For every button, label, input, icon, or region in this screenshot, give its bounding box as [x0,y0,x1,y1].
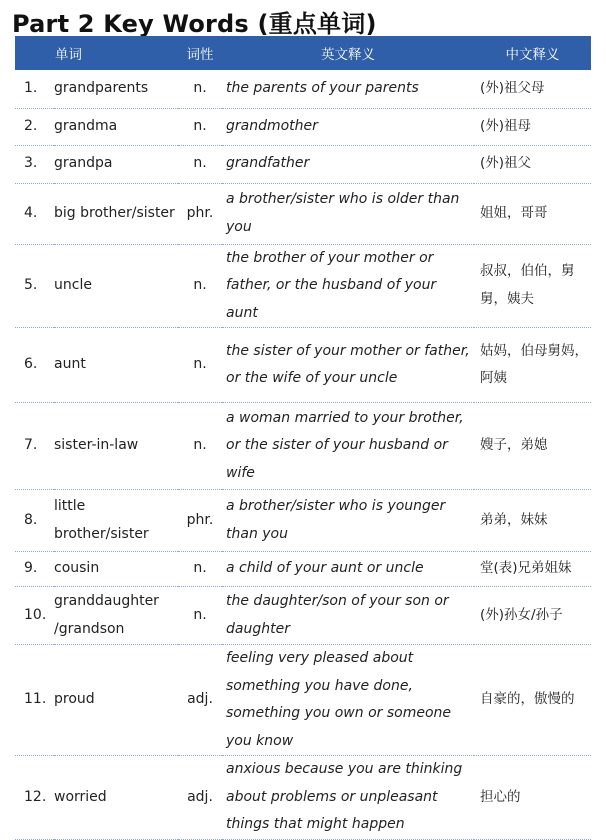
row-number: 5. [24,277,38,293]
row-english: the sister of your mother or father, or the wife of your uncle [226,342,470,386]
row-number: 12. [24,788,47,805]
row-pos: n. [193,560,207,577]
row-pos: adj. [187,691,213,708]
table-row [15,552,591,587]
row-chinese: 担心的 [480,788,521,805]
header-pos: 词性 [186,47,214,63]
header-chinese: 中文释义 [505,47,560,63]
row-pos: adj. [187,788,213,805]
row-word: cousin [54,560,100,577]
row-pos: n. [193,277,207,293]
row-number: 7. [24,437,38,454]
row-word: granddaughter /grandson [54,593,159,637]
table-row [15,70,591,108]
row-chinese: 自豪的，傲慢的 [480,691,575,708]
row-chinese: 叔叔，伯伯，舅舅，姨夫 [480,263,575,307]
row-english: the brother of your mother or father, or the husband of your aunt [226,249,437,321]
table-row [15,587,591,645]
row-chinese: 嫂子，弟媳 [480,437,548,454]
row-chinese: (外)孙女/孙子 [480,606,563,623]
row-pos: n. [193,356,207,373]
row-english: grandmother [226,117,318,134]
row-english: feeling very pleased about something you have done, something you own or someone you know [226,650,452,749]
table-row [15,645,591,756]
row-chinese: 姑妈，伯母舅妈，阿姨 [480,342,588,386]
row-word: grandparents [54,80,149,96]
row-english: anxious because you are thinking about problems or unpleasant things that might happen [226,761,463,833]
row-word: grandpa [54,155,113,172]
row-english: the parents of your parents [226,80,419,96]
row-pos: phr. [186,204,214,221]
row-number: 9. [24,560,38,577]
row-number: 4. [24,204,38,221]
header-english: 英文释义 [321,47,375,63]
row-chinese: (外)祖父 [480,155,532,172]
row-pos: n. [193,117,207,134]
row-english: a woman married to your brother, or the sister of your husband or wife [226,409,464,481]
row-pos: n. [193,155,207,172]
table-row [15,244,591,328]
row-english: a brother/sister who is older than you [226,191,460,235]
page-title: Part 2 Key Words (重点单词) [12,10,377,38]
row-word: proud [54,691,95,708]
row-word: little brother/sister [54,498,149,542]
row-number: 10. [24,606,47,623]
key-words-table [15,36,591,840]
row-pos: phr. [186,511,214,528]
row-word: aunt [54,356,86,373]
row-pos: n. [193,606,207,623]
row-word: uncle [54,277,92,293]
table-row [15,490,591,552]
row-chinese: 弟弟，妹妹 [480,511,548,528]
row-chinese: (外)祖父母 [480,80,545,96]
row-english: grandfather [226,155,310,172]
row-chinese: (外)祖母 [480,117,532,134]
header-word: 单词 [55,47,82,63]
row-pos: n. [193,437,207,454]
row-english: a brother/sister who is younger than you [226,498,446,542]
row-english: the daughter/son of your son or daughter [226,593,449,637]
table-header-row [15,36,591,70]
row-chinese: 姐姐，哥哥 [480,204,548,221]
row-pos: n. [193,80,207,96]
row-number: 11. [24,691,47,708]
row-number: 2. [24,117,38,134]
table-row [15,756,591,840]
table-row [15,145,591,183]
row-word: grandma [54,117,118,134]
row-number: 8. [24,511,38,528]
row-word: sister-in-law [54,437,139,454]
row-number: 6. [24,356,38,373]
row-word: worried [54,788,107,805]
table-row [15,403,591,490]
table-row [15,328,591,403]
row-word: big brother/sister [54,204,175,221]
row-number: 3. [24,155,38,172]
row-chinese: 堂(表)兄弟姐妹 [480,560,572,577]
row-number: 1. [24,80,38,96]
row-english: a child of your aunt or uncle [226,560,424,577]
table-row [15,108,591,145]
table-row [15,183,591,244]
